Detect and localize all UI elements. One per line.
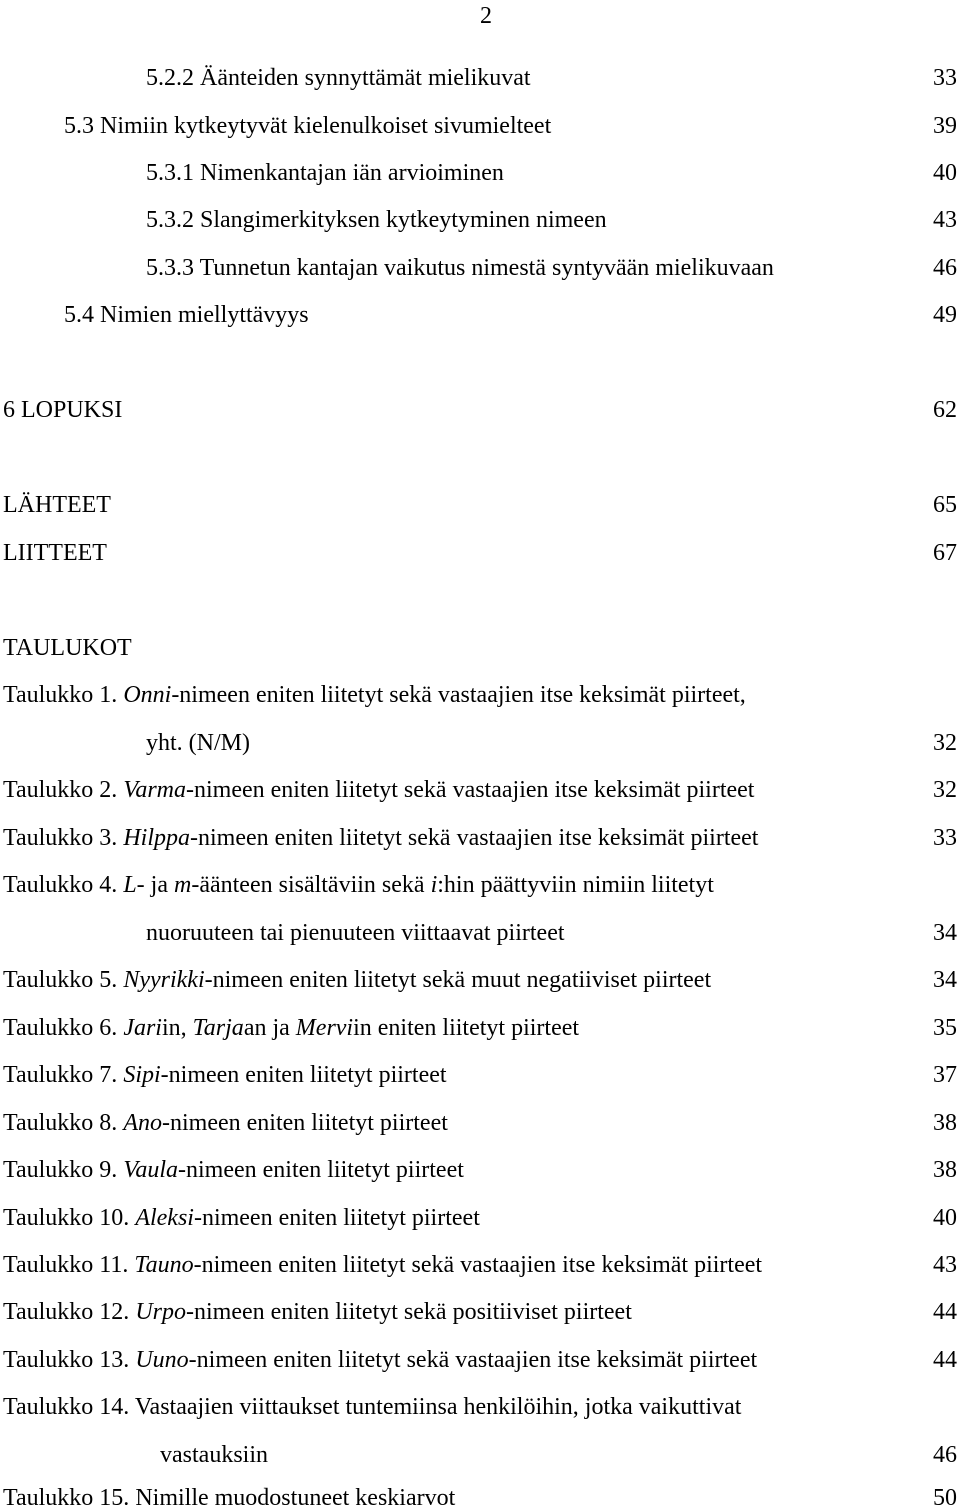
toc-entry-label: LÄHTEET [3,492,111,518]
table-entry-label: Taulukko 2. Varma-nimeen eniten liitetyt sekä vastaajien itse keksimät piirteet [3,777,755,803]
tables-heading: TAULUKOT [3,635,132,661]
toc-entry-page: 46 [933,255,957,281]
table-entry-label: Taulukko 1. Onni-nimeen eniten liitetyt sekä vastaajien itse keksimät piirteet, [3,682,746,708]
table-entry-page: 34 [933,967,957,993]
table-entry-label: Taulukko 15. Nimille muodostuneet keskiarvot [3,1485,456,1511]
table-entry-page: 44 [933,1347,957,1373]
toc-entry-label: 5.3 Nimiin kytkeytyvät kielenulkoiset sivumielteet [64,113,552,139]
table-entry-label: Taulukko 12. Urpo-nimeen eniten liitetyt sekä positiiviset piirteet [3,1299,632,1325]
table-entry-continuation: vastauksiin [160,1442,268,1468]
toc-entry-label: 6 LOPUKSI [3,397,123,423]
table-entry-continuation: yht. (N/M) [146,730,250,756]
toc-entry-label: 5.3.2 Slangimerkityksen kytkeytyminen nimeen [146,207,607,233]
table-entry-page: 44 [933,1299,957,1325]
table-entry-page: 38 [933,1157,957,1183]
toc-entry-page: 62 [933,397,957,423]
table-entry-label: Taulukko 7. Sipi-nimeen eniten liitetyt piirteet [3,1062,447,1088]
toc-entry-page: 67 [933,540,957,566]
table-entry-label: Taulukko 5. Nyyrikki-nimeen eniten liitetyt sekä muut negatiiviset piirteet [3,967,712,993]
toc-entry-label: 5.4 Nimien miellyttävyys [64,302,309,328]
table-entry-label: Taulukko 13. Uuno-nimeen eniten liitetyt sekä vastaajien itse keksimät piirteet [3,1347,758,1373]
toc-entry-page: 39 [933,113,957,139]
toc-entry-label: 5.2.2 Äänteiden synnyttämät mielikuvat [146,65,531,91]
table-entry-label: Taulukko 8. Ano-nimeen eniten liitetyt piirteet [3,1110,448,1136]
table-entry-page: 32 [933,730,957,756]
table-entry-page: 43 [933,1252,957,1278]
table-entry-page: 40 [933,1205,957,1231]
toc-entry-label: 5.3.1 Nimenkantajan iän arvioiminen [146,160,504,186]
table-entry-page: 38 [933,1110,957,1136]
table-entry-label: Taulukko 10. Aleksi-nimeen eniten liitetyt piirteet [3,1205,480,1231]
table-entry-page: 32 [933,777,957,803]
toc-entry-page: 65 [933,492,957,518]
table-entry-page: 46 [933,1442,957,1468]
table-entry-label: Taulukko 14. Vastaajien viittaukset tuntemiinsa henkilöihin, jotka vaikuttivat [3,1394,742,1420]
table-entry-page: 34 [933,920,957,946]
table-entry-label: Taulukko 4. L- ja m-äänteen sisältäviin sekä i:hin päättyviin nimiin liitetyt [3,872,714,898]
toc-entry-page: 49 [933,302,957,328]
table-entry-label: Taulukko 11. Tauno-nimeen eniten liitetyt sekä vastaajien itse keksimät piirteet [3,1252,763,1278]
page-number: 2 [480,3,492,29]
toc-entry-page: 33 [933,65,957,91]
table-entry-page: 37 [933,1062,957,1088]
toc-entry-label: LIITTEET [3,540,107,566]
toc-entry-page: 43 [933,207,957,233]
toc-entry-label: 5.3.3 Tunnetun kantajan vaikutus nimestä syntyvään mielikuvaan [146,255,774,281]
table-entry-label: Taulukko 3. Hilppa-nimeen eniten liitetyt sekä vastaajien itse keksimät piirteet [3,825,759,851]
table-entry-continuation: nuoruuteen tai pienuuteen viittaavat piirteet [146,920,565,946]
toc-entry-page: 40 [933,160,957,186]
table-entry-page: 35 [933,1015,957,1041]
table-entry-label: Taulukko 9. Vaula-nimeen eniten liitetyt piirteet [3,1157,464,1183]
table-entry-page: 33 [933,825,957,851]
table-entry-page: 50 [933,1485,957,1511]
table-entry-label: Taulukko 6. Jariin, Tarjaan ja Merviin eniten liitetyt piirteet [3,1015,580,1041]
